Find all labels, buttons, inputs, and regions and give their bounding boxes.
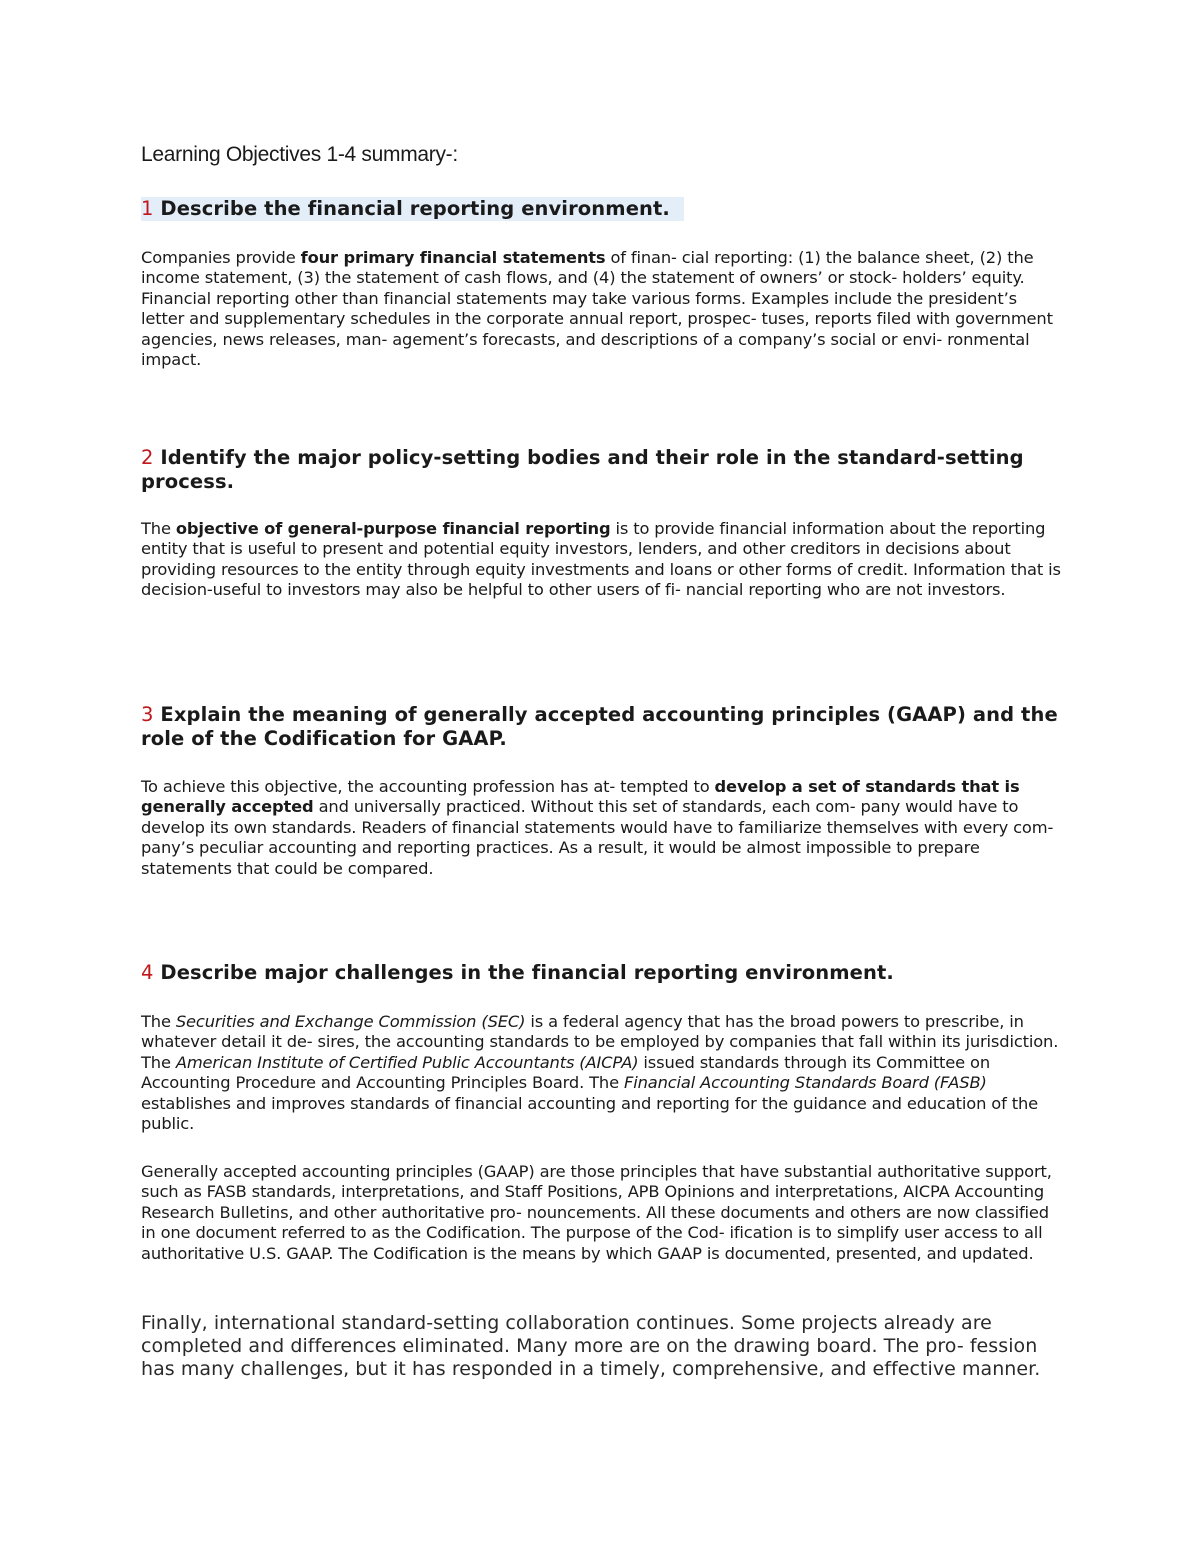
section-3-number: 3 xyxy=(141,703,154,726)
section-4-number: 4 xyxy=(141,961,154,984)
italic-phrase: Securities and Exchange Commission (SEC) xyxy=(175,1012,526,1031)
section-1-heading xyxy=(141,197,684,221)
section-1-paragraph xyxy=(141,248,1061,370)
text-run: and universally practiced. Without this set of standards, each com- pany would have to develop its own standards. Readers of financial statements would have to familiarize themselves with every com- pany’s peculiar accounting and reporting practices. As a result, it would be almost impossible to prepare statements that could be compared. xyxy=(141,797,1054,878)
section-4-heading-text: Describe major challenges in the financial reporting environment. xyxy=(160,961,894,984)
section-1-heading-text: Describe the financial reporting environment. xyxy=(160,197,670,220)
section-2-heading xyxy=(141,446,1041,494)
bold-phrase: develop a set of standards that is generally accepted xyxy=(141,777,1020,817)
closing-paragraph: Finally, international standard-setting collaboration continues. Some projects already are completed and differences eliminated. Many more are on the drawing board. The pro- fession has many challenges, but it has responded in a timely, comprehensive, and effective manner. xyxy=(141,1312,1041,1380)
document-title: Learning Objectives 1-4 summary-: xyxy=(141,143,458,166)
section-2-number: 2 xyxy=(141,446,154,469)
italic-phrase: American Institute of Certified Public Accountants (AICPA) xyxy=(175,1052,639,1072)
bold-phrase: four primary financial statements xyxy=(300,248,606,267)
italic-phrase: Financial Accounting Standards Board (FASB) xyxy=(624,1073,987,1093)
text-run: To achieve this objective, the accounting profession has at- tempted to xyxy=(141,777,715,796)
section-2-heading-text: Identify the major policy-setting bodies and their role in the standard-setting process. xyxy=(141,446,1024,493)
text-run: is to provide financial information about the reporting entity that is useful to present and potential equity investors, lenders, and other creditors in decisions about providing resources to the entity through equity investments and loans or other forms of credit. Information that is decision-useful to investors may also be helpful to other users of fi- nancial reporting who are not investors. xyxy=(141,519,1061,600)
gaap-paragraph: Generally accepted accounting principles (GAAP) are those principles that have substantial authoritative support, such as FASB standards, interpretations, and Staff Positions, APB Opinions and interpretations, AICPA Accounting Research Bulletins, and other authoritative pro- nouncements. All these documents and others are now classified in one document referred to as the Codification. The purpose of the Cod- ification is to simplify user access to all authoritative U.S. GAAP. The Codification is the means by which GAAP is documented, presented, and updated. xyxy=(141,1162,1052,1263)
section-3-paragraph xyxy=(141,777,1061,879)
section-3-heading-text: Explain the meaning of generally accepted accounting principles (GAAP) and the role of the Codification for GAAP. xyxy=(141,703,1058,750)
section-1-number: 1 xyxy=(141,197,154,220)
section-4-heading xyxy=(141,961,894,985)
text-run: The xyxy=(141,519,176,538)
text-run: issued standards through its Committee on Accounting Procedure and Accounting Principles Board. The xyxy=(141,1052,991,1093)
text-run: is a federal agency that has the broad powers to prescribe, in whatever detail it de- sires, the accounting standards to be employed by companies that fall within its jurisdiction. The xyxy=(141,1012,1059,1072)
section-3-heading xyxy=(141,703,1061,751)
text-run: The xyxy=(141,1012,176,1031)
text-run: Companies provide xyxy=(141,248,301,267)
text-run: establishes and improves standards of financial accounting and reporting for the guidance and education of the public. xyxy=(141,1093,1038,1134)
section-4-paragraph xyxy=(141,1012,1061,1134)
text-run: of finan- cial reporting: (1) the balance sheet, (2) the income statement, (3) the statement of cash flows, and (4) the statement of owners’ or stock- holders’ equity. Financial reporting other than financial statements may take various forms. Examples include the president’s letter and supplementary schedules in the corporate annual report, prospec- tuses, reports filed with government agencies, news releases, man- agement’s forecasts, and descriptions of a company’s social or envi- ronmental impact. xyxy=(141,248,1053,370)
section-2-paragraph xyxy=(141,519,1061,601)
bold-phrase: objective of general-purpose financial reporting xyxy=(175,519,611,538)
